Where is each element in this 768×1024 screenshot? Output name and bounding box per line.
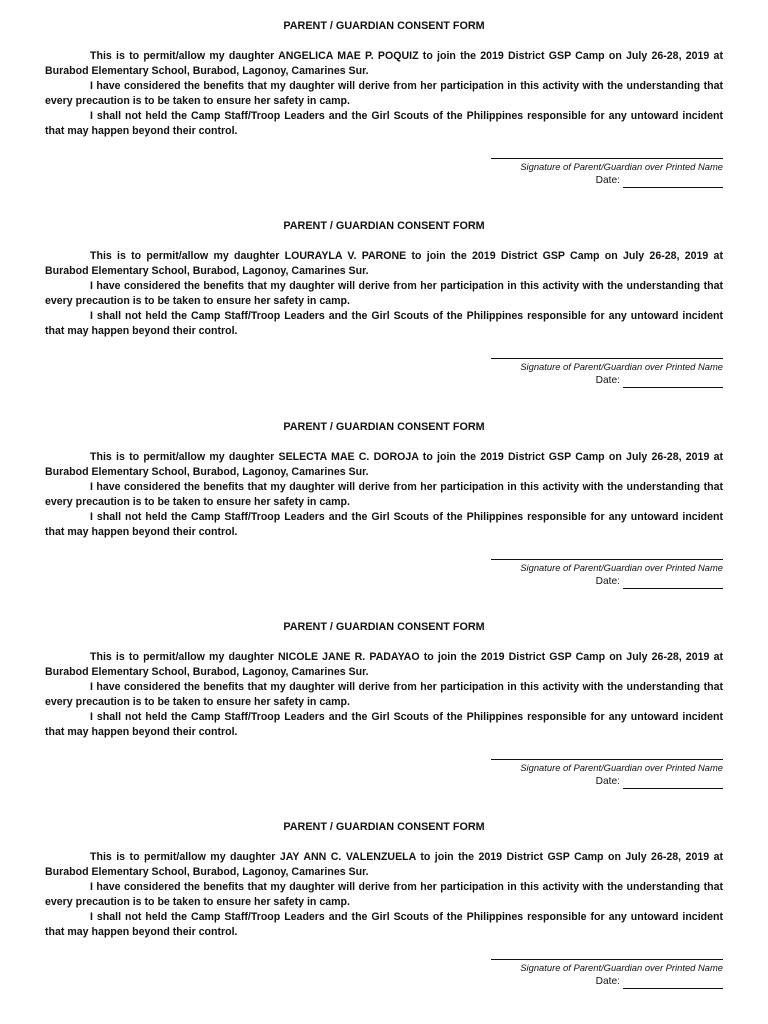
- date-field: [596, 775, 723, 789]
- form-body: [45, 850, 723, 940]
- camp-details: to join the 2019 District GSP Camp on July 26-28, 2019 at Burabod Elementary School, Burabod, Lagonoy, Camarines Sur.: [45, 851, 723, 878]
- consent-form: [45, 420, 723, 615]
- permit-paragraph: [45, 249, 723, 279]
- camp-details: to join the 2019 District GSP Camp on July 26-28, 2019 at Burabod Elementary School, Burabod, Lagonoy, Camarines Sur.: [45, 651, 723, 678]
- form-body: [45, 650, 723, 740]
- benefits-paragraph: I have considered the benefits that my daughter will derive from her participation in this activity with the understanding that every precaution is to be taken to ensure her safety in camp.: [45, 881, 723, 908]
- consent-form: [45, 620, 723, 815]
- signature-line: [491, 759, 723, 760]
- liability-paragraph: I shall not held the Camp Staff/Troop Leaders and the Girl Scouts of the Philippines responsible for any untoward incident that may happen beyond their control.: [45, 711, 723, 738]
- date-label: Date:: [595, 175, 620, 186]
- liability-paragraph: I shall not held the Camp Staff/Troop Leaders and the Girl Scouts of the Philippines responsible for any untoward incident that may happen beyond their control.: [45, 310, 723, 337]
- date-blank-line: [623, 778, 723, 789]
- daughter-name: SELECTA MAE C. DOROJA: [278, 451, 419, 463]
- signature-label: Signature of Parent/Guardian over Printed Name: [520, 161, 723, 172]
- daughter-name: JAY ANN C. VALENZUELA: [279, 851, 416, 863]
- form-title: PARENT / GUARDIAN CONSENT FORM: [283, 621, 485, 633]
- form-title: PARENT / GUARDIAN CONSENT FORM: [283, 421, 485, 433]
- permit-text: This is to permit/allow my daughter: [90, 50, 279, 62]
- permit-paragraph: [45, 49, 723, 79]
- date-field: [596, 374, 723, 388]
- benefits-paragraph: I have considered the benefits that my daughter will derive from her participation in this activity with the understanding that every precaution is to be taken to ensure her safety in camp.: [45, 681, 723, 708]
- daughter-name: LOURAYLA V. PARONE: [284, 250, 407, 262]
- liability-paragraph: I shall not held the Camp Staff/Troop Leaders and the Girl Scouts of the Philippines responsible for any untoward incident that may happen beyond their control.: [45, 110, 723, 137]
- date-blank-line: [623, 578, 723, 589]
- date-field: [596, 575, 723, 589]
- form-body: [45, 450, 723, 540]
- permit-text: This is to permit/allow my daughter: [90, 651, 278, 663]
- camp-details: to join the 2019 District GSP Camp on July 26-28, 2019 at Burabod Elementary School, Burabod, Lagonoy, Camarines Sur.: [45, 50, 723, 77]
- signature-line: [491, 959, 723, 960]
- signature-line: [491, 158, 723, 159]
- camp-details: to join the 2019 District GSP Camp on July 26-28, 2019 at Burabod Elementary School, Burabod, Lagonoy, Camarines Sur.: [45, 250, 723, 277]
- date-blank-line: [623, 377, 723, 388]
- benefits-paragraph: I have considered the benefits that my daughter will derive from her participation in this activity with the understanding that every precaution is to be taken to ensure her safety in camp.: [45, 481, 723, 508]
- signature-label: Signature of Parent/Guardian over Printed Name: [520, 361, 723, 372]
- permit-text: This is to permit/allow my daughter: [90, 250, 285, 262]
- benefits-paragraph: I have considered the benefits that my daughter will derive from her participation in this activity with the understanding that every precaution is to be taken to ensure her safety in camp.: [45, 80, 723, 107]
- date-label: Date:: [595, 976, 620, 987]
- benefits-paragraph: I have considered the benefits that my daughter will derive from her participation in this activity with the understanding that every precaution is to be taken to ensure her safety in camp.: [45, 280, 723, 307]
- permit-paragraph: [45, 650, 723, 680]
- form-title: PARENT / GUARDIAN CONSENT FORM: [283, 20, 485, 32]
- form-title: PARENT / GUARDIAN CONSENT FORM: [283, 821, 485, 833]
- permit-paragraph: [45, 450, 723, 480]
- date-blank-line: [623, 177, 723, 188]
- date-blank-line: [623, 978, 723, 989]
- permit-text: This is to permit/allow my daughter: [90, 451, 279, 463]
- permit-text: This is to permit/allow my daughter: [90, 851, 280, 863]
- date-label: Date:: [595, 576, 620, 587]
- form-title: PARENT / GUARDIAN CONSENT FORM: [283, 220, 485, 232]
- form-body: [45, 249, 723, 339]
- date-label: Date:: [595, 776, 620, 787]
- signature-label: Signature of Parent/Guardian over Printed Name: [520, 962, 723, 973]
- date-label: Date:: [595, 375, 620, 386]
- daughter-name: ANGELICA MAE P. POQUIZ: [278, 50, 419, 62]
- form-body: [45, 49, 723, 139]
- consent-form: [45, 19, 723, 214]
- consent-form: [45, 219, 723, 414]
- daughter-name: NICOLE JANE R. PADAYAO: [277, 651, 420, 663]
- signature-line: [491, 559, 723, 560]
- date-field: [596, 975, 723, 989]
- signature-label: Signature of Parent/Guardian over Printed Name: [520, 762, 723, 773]
- permit-paragraph: [45, 850, 723, 880]
- signature-label: Signature of Parent/Guardian over Printed Name: [520, 562, 723, 573]
- date-field: [596, 174, 723, 188]
- liability-paragraph: I shall not held the Camp Staff/Troop Leaders and the Girl Scouts of the Philippines responsible for any untoward incident that may happen beyond their control.: [45, 511, 723, 538]
- liability-paragraph: I shall not held the Camp Staff/Troop Leaders and the Girl Scouts of the Philippines responsible for any untoward incident that may happen beyond their control.: [45, 911, 723, 938]
- camp-details: to join the 2019 District GSP Camp on July 26-28, 2019 at Burabod Elementary School, Burabod, Lagonoy, Camarines Sur.: [45, 451, 723, 478]
- consent-form: [45, 820, 723, 1015]
- signature-line: [491, 358, 723, 359]
